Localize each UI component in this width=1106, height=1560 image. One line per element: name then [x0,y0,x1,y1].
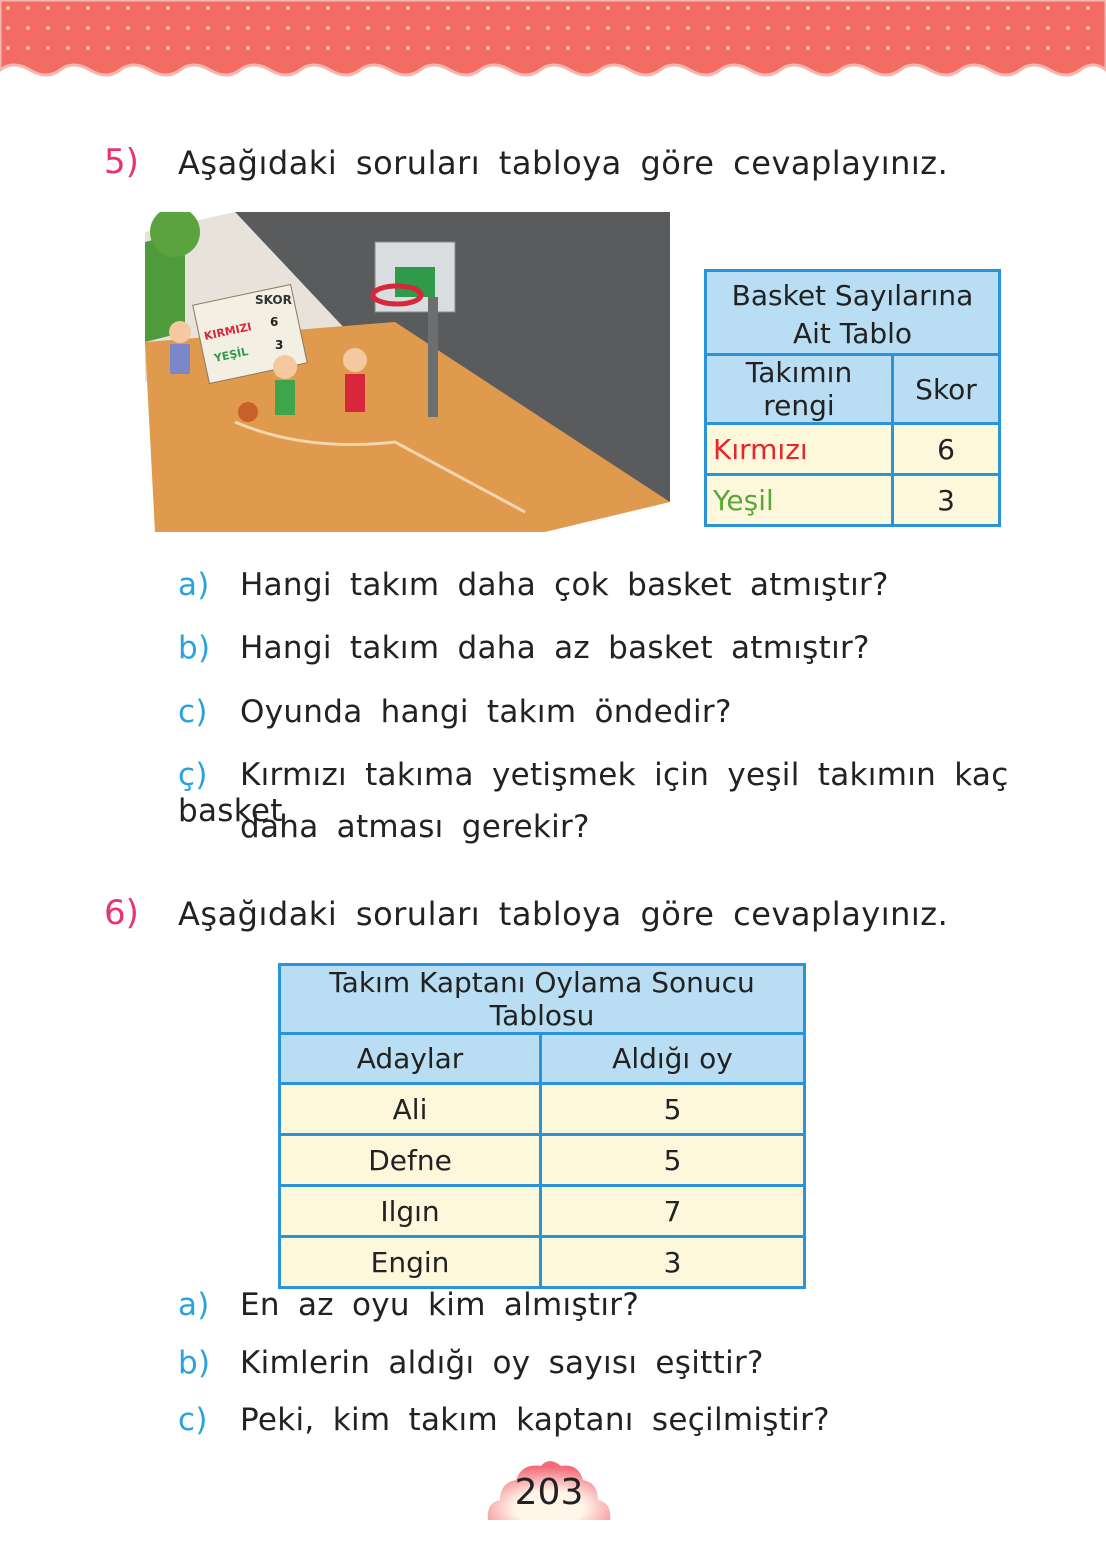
basket-score-table [704,269,1001,527]
scoreboard-score-1: 6 [270,315,279,329]
table-row: Defne 5 [280,1135,805,1186]
scoreboard-title: SKOR [255,293,292,307]
question-5c-cedilla-continued: daha atması gerekir? [240,809,590,845]
question-6a: a) En az oyu kim almıştır? [178,1287,640,1323]
question-5c: c) Oyunda hangi takım öndedir? [178,694,732,730]
question-5a: a) Hangi takım daha çok basket atmıştır? [178,567,889,603]
table-row: Ali 5 [280,1084,805,1135]
player-spectator [169,321,191,374]
table-row: Engin 3 [280,1237,805,1288]
table-row: Yeşil 3 [706,475,1000,526]
column-header-team: Takımın rengi [706,355,893,424]
decorative-header-border [0,0,1106,90]
scoreboard-team-2: YEŞİL [212,345,250,365]
question-6-prompt: Aşağıdaki soruları tabloya göre cevaplayınız. [178,895,949,933]
question-6c: c) Peki, kim takım kaptanı seçilmiştir? [178,1402,830,1438]
question-5-number: 5) [104,142,139,182]
question-5c-cedilla: ç) Kırmızı takıma yetişmek için yeşil takımın kaç basket [178,757,1009,829]
table-row: Ilgın 7 [280,1186,805,1237]
table-title: Basket Sayılarına Ait Tablo [706,271,1000,355]
column-header-candidates: Adaylar [280,1034,541,1084]
basketball-court-illustration [145,212,670,532]
table-title: Takım Kaptanı Oylama Sonucu Tablosu [280,965,805,1034]
question-6b: b) Kimlerin aldığı oy sayısı eşittir? [178,1345,764,1381]
page-number-badge: 203 [486,1458,612,1522]
question-6-number: 6) [104,893,139,933]
question-5-prompt: Aşağıdaki soruları tabloya göre cevaplayınız. [178,144,949,182]
column-header-votes: Aldığı oy [541,1034,805,1084]
scoreboard-team-1: KIRMIZI [202,320,253,343]
table-row: Kırmızı 6 [706,424,1000,475]
column-header-score: Skor [893,355,1000,424]
scoreboard-score-2: 3 [275,338,284,352]
player-red [343,348,367,412]
vote-results-table [278,963,806,1289]
question-5b: b) Hangi takım daha az basket atmıştır? [178,630,870,666]
